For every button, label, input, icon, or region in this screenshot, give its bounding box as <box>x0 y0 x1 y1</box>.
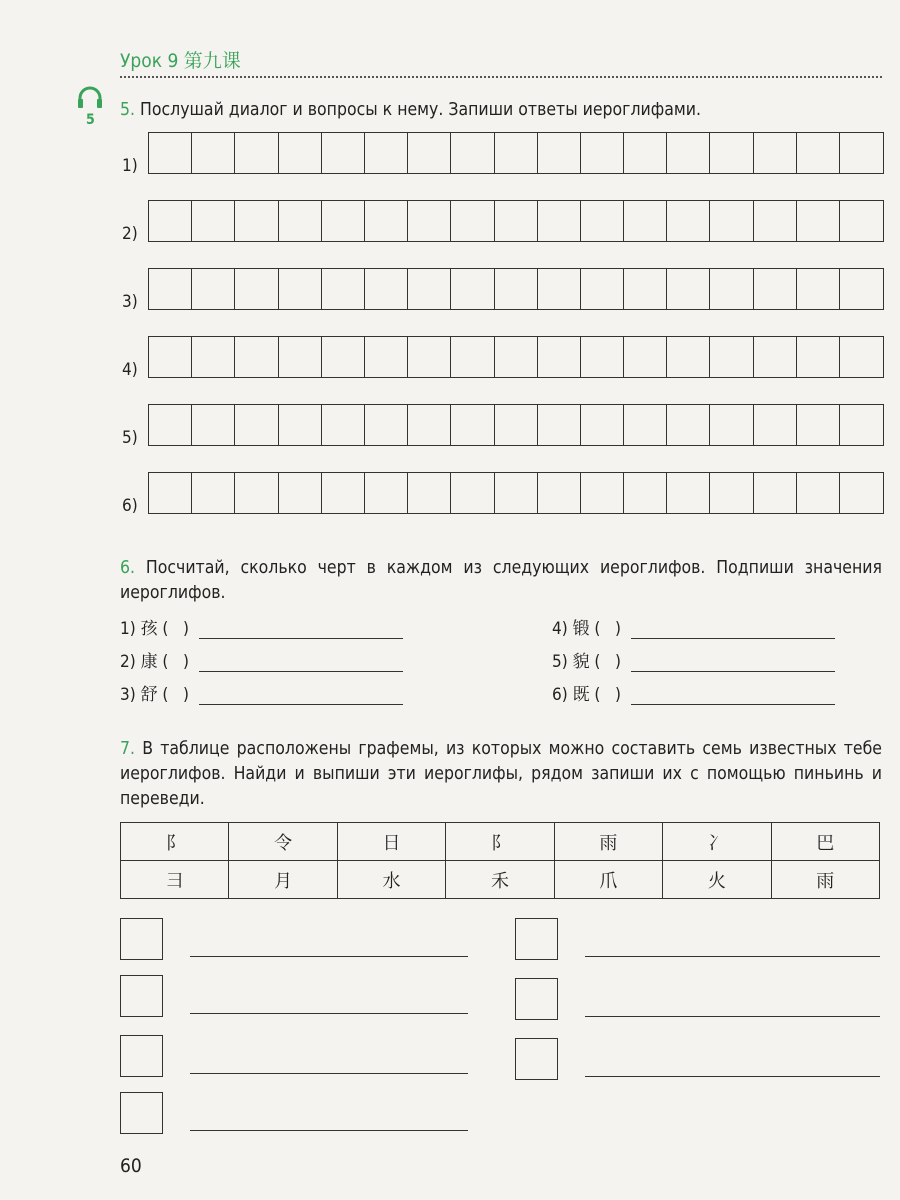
character-cell[interactable] <box>710 269 753 309</box>
hanzi-answer-box[interactable] <box>515 1038 558 1080</box>
character-cell[interactable] <box>840 133 883 173</box>
character-cell[interactable] <box>581 337 624 377</box>
character-cell[interactable] <box>451 201 494 241</box>
meaning-line[interactable] <box>631 690 835 705</box>
character-cell[interactable] <box>538 269 581 309</box>
character-cell[interactable] <box>408 405 451 445</box>
character-cell[interactable] <box>451 405 494 445</box>
character-cell[interactable] <box>624 473 667 513</box>
character-cell[interactable] <box>365 405 408 445</box>
page-number: 60 <box>120 1155 142 1177</box>
character-cell[interactable] <box>840 201 883 241</box>
character-cell[interactable] <box>581 133 624 173</box>
character-cell[interactable] <box>408 337 451 377</box>
exercise-text: Посчитай, сколько черт в каждом из следующих иероглифов. Подпиши значения иероглифов. <box>120 558 882 603</box>
character-cell[interactable] <box>667 201 710 241</box>
item-label: 5) <box>552 652 568 672</box>
character-cell[interactable] <box>710 133 753 173</box>
character-cell[interactable] <box>797 201 840 241</box>
grapheme-cell: 彐 <box>121 861 229 899</box>
character-cell[interactable] <box>408 133 451 173</box>
stroke-count-item <box>552 680 835 705</box>
stroke-count-field[interactable]: ( ) <box>594 685 621 705</box>
table-row <box>121 861 880 899</box>
character-cell[interactable] <box>322 337 365 377</box>
meaning-line[interactable] <box>631 624 835 639</box>
lesson-header: Урок 9 第九课 <box>120 50 241 72</box>
character-cell[interactable] <box>581 201 624 241</box>
character-cell[interactable] <box>495 405 538 445</box>
row-label: 2) <box>122 224 138 244</box>
meaning-line[interactable] <box>199 690 403 705</box>
character-cell[interactable] <box>451 337 494 377</box>
grapheme-cell: 禾 <box>446 861 554 899</box>
character-cell[interactable] <box>365 473 408 513</box>
grapheme-cell: 日 <box>337 823 445 861</box>
character-cell[interactable] <box>538 405 581 445</box>
hanzi: 康 <box>140 652 158 672</box>
item-label: 1) <box>120 619 136 639</box>
character-cell[interactable] <box>624 405 667 445</box>
character-cell[interactable] <box>581 269 624 309</box>
character-cell[interactable] <box>192 405 235 445</box>
character-cell[interactable] <box>667 269 710 309</box>
answer-grid-row <box>148 336 884 378</box>
character-cell[interactable] <box>235 133 278 173</box>
character-cell[interactable] <box>451 473 494 513</box>
character-cell[interactable] <box>235 473 278 513</box>
grapheme-cell: 冫 <box>663 823 771 861</box>
stroke-count-item <box>120 647 403 672</box>
hanzi-answer-box[interactable] <box>515 978 558 1020</box>
character-cell[interactable] <box>451 269 494 309</box>
character-cell[interactable] <box>840 405 883 445</box>
character-cell[interactable] <box>408 201 451 241</box>
character-cell[interactable] <box>754 337 797 377</box>
exercise-7-instruction <box>120 737 882 812</box>
exercise-number: 6. <box>120 558 136 578</box>
row-label: 3) <box>122 292 138 312</box>
stroke-count-item <box>120 680 403 705</box>
character-cell[interactable] <box>754 201 797 241</box>
row-label: 6) <box>122 496 138 516</box>
hanzi: 舒 <box>140 685 158 705</box>
character-cell[interactable] <box>192 133 235 173</box>
character-cell[interactable] <box>149 201 192 241</box>
character-cell[interactable] <box>710 473 753 513</box>
character-cell[interactable] <box>235 405 278 445</box>
hanzi: 既 <box>572 685 590 705</box>
stroke-count-field[interactable]: ( ) <box>594 652 621 672</box>
character-cell[interactable] <box>365 133 408 173</box>
character-cell[interactable] <box>365 337 408 377</box>
pinyin-translation-line[interactable] <box>190 1073 468 1074</box>
grapheme-cell: 雨 <box>554 823 662 861</box>
meaning-line[interactable] <box>631 657 835 672</box>
grapheme-cell: 巴 <box>771 823 879 861</box>
hanzi: 貌 <box>572 652 590 672</box>
character-cell[interactable] <box>235 201 278 241</box>
character-cell[interactable] <box>754 405 797 445</box>
character-cell[interactable] <box>408 473 451 513</box>
character-cell[interactable] <box>408 269 451 309</box>
exercise-number: 5. <box>120 100 136 120</box>
answer-grid-row <box>148 404 884 446</box>
character-cell[interactable] <box>538 201 581 241</box>
character-cell[interactable] <box>322 473 365 513</box>
stroke-count-field[interactable]: ( ) <box>162 652 189 672</box>
exercise-text: В таблице расположены графемы, из которых можно составить семь известных тебе иероглифов. Найди и выпиши эти иероглифы, рядом запиши их с помощью пиньинь и переведи. <box>120 739 882 809</box>
character-cell[interactable] <box>710 337 753 377</box>
character-cell[interactable] <box>667 473 710 513</box>
character-cell[interactable] <box>581 405 624 445</box>
character-cell[interactable] <box>624 269 667 309</box>
character-cell[interactable] <box>495 337 538 377</box>
character-cell[interactable] <box>451 133 494 173</box>
item-label: 3) <box>120 685 136 705</box>
character-cell[interactable] <box>322 201 365 241</box>
answer-grid-row <box>148 268 884 310</box>
character-cell[interactable] <box>797 473 840 513</box>
grapheme-cell: 令 <box>229 823 337 861</box>
pinyin-translation-line[interactable] <box>585 956 880 957</box>
stroke-count-field[interactable]: ( ) <box>594 619 621 639</box>
character-cell[interactable] <box>192 337 235 377</box>
grapheme-cell: 阝 <box>121 823 229 861</box>
grapheme-cell: 阝 <box>446 823 554 861</box>
pinyin-translation-line[interactable] <box>585 1076 880 1077</box>
row-label: 4) <box>122 360 138 380</box>
hanzi-answer-box[interactable] <box>120 918 163 960</box>
character-cell[interactable] <box>624 201 667 241</box>
character-cell[interactable] <box>322 133 365 173</box>
grapheme-cell: 爪 <box>554 861 662 899</box>
pinyin-translation-line[interactable] <box>190 956 468 957</box>
character-cell[interactable] <box>624 133 667 173</box>
character-cell[interactable] <box>149 405 192 445</box>
character-cell[interactable] <box>192 473 235 513</box>
meaning-line[interactable] <box>199 657 403 672</box>
character-cell[interactable] <box>797 269 840 309</box>
hanzi-answer-box[interactable] <box>120 1092 163 1134</box>
character-cell[interactable] <box>754 269 797 309</box>
header-divider <box>120 76 882 78</box>
character-cell[interactable] <box>797 133 840 173</box>
character-cell[interactable] <box>279 473 322 513</box>
character-cell[interactable] <box>365 201 408 241</box>
character-cell[interactable] <box>279 133 322 173</box>
character-cell[interactable] <box>840 269 883 309</box>
character-cell[interactable] <box>365 269 408 309</box>
pinyin-translation-line[interactable] <box>585 1016 880 1017</box>
stroke-count-field[interactable]: ( ) <box>162 619 189 639</box>
character-cell[interactable] <box>624 337 667 377</box>
character-cell[interactable] <box>149 269 192 309</box>
grapheme-cell: 月 <box>229 861 337 899</box>
character-cell[interactable] <box>538 337 581 377</box>
character-cell[interactable] <box>235 269 278 309</box>
character-cell[interactable] <box>797 337 840 377</box>
hanzi-answer-box[interactable] <box>120 1035 163 1077</box>
graphemes-table <box>120 822 880 899</box>
character-cell[interactable] <box>279 269 322 309</box>
grapheme-cell: 水 <box>337 861 445 899</box>
answer-grid-row <box>148 132 884 174</box>
character-cell[interactable] <box>192 269 235 309</box>
stroke-count-item <box>552 614 835 639</box>
answer-grid-row <box>148 200 884 242</box>
item-label: 6) <box>552 685 568 705</box>
character-cell[interactable] <box>581 473 624 513</box>
character-cell[interactable] <box>322 269 365 309</box>
meaning-line[interactable] <box>199 624 403 639</box>
character-cell[interactable] <box>149 133 192 173</box>
character-cell[interactable] <box>495 201 538 241</box>
character-cell[interactable] <box>322 405 365 445</box>
row-label: 1) <box>122 156 138 176</box>
character-cell[interactable] <box>667 405 710 445</box>
character-cell[interactable] <box>710 405 753 445</box>
answer-grid-row <box>148 472 884 514</box>
character-cell[interactable] <box>149 473 192 513</box>
character-cell[interactable] <box>710 201 753 241</box>
stroke-count-item <box>552 647 835 672</box>
audio-track-number: 5 <box>86 112 95 128</box>
item-label: 2) <box>120 652 136 672</box>
character-cell[interactable] <box>538 133 581 173</box>
headphones-icon <box>76 86 104 110</box>
character-cell[interactable] <box>797 405 840 445</box>
pinyin-translation-line[interactable] <box>190 1130 468 1131</box>
character-cell[interactable] <box>192 201 235 241</box>
character-cell[interactable] <box>754 133 797 173</box>
character-cell[interactable] <box>667 133 710 173</box>
character-cell[interactable] <box>495 269 538 309</box>
exercise-text: Послушай диалог и вопросы к нему. Запиши ответы иероглифами. <box>135 100 701 120</box>
pinyin-translation-line[interactable] <box>190 1013 468 1014</box>
table-row <box>121 823 880 861</box>
character-cell[interactable] <box>538 473 581 513</box>
character-cell[interactable] <box>840 337 883 377</box>
row-label: 5) <box>122 428 138 448</box>
stroke-count-item <box>120 614 403 639</box>
character-cell[interactable] <box>149 337 192 377</box>
hanzi: 孩 <box>140 619 158 639</box>
hanzi: 锻 <box>572 619 590 639</box>
character-cell[interactable] <box>279 201 322 241</box>
hanzi-answer-box[interactable] <box>515 918 558 960</box>
character-cell[interactable] <box>235 337 278 377</box>
hanzi-answer-box[interactable] <box>120 975 163 1017</box>
exercise-number: 7. <box>120 739 136 759</box>
character-cell[interactable] <box>495 133 538 173</box>
exercise-5-instruction <box>120 98 882 123</box>
character-cell[interactable] <box>495 473 538 513</box>
character-cell[interactable] <box>279 337 322 377</box>
grapheme-cell: 火 <box>663 861 771 899</box>
grapheme-cell: 雨 <box>771 861 879 899</box>
character-cell[interactable] <box>667 337 710 377</box>
character-cell[interactable] <box>754 473 797 513</box>
character-cell[interactable] <box>279 405 322 445</box>
exercise-6-instruction <box>120 556 882 606</box>
stroke-count-field[interactable]: ( ) <box>162 685 189 705</box>
character-cell[interactable] <box>840 473 883 513</box>
item-label: 4) <box>552 619 568 639</box>
